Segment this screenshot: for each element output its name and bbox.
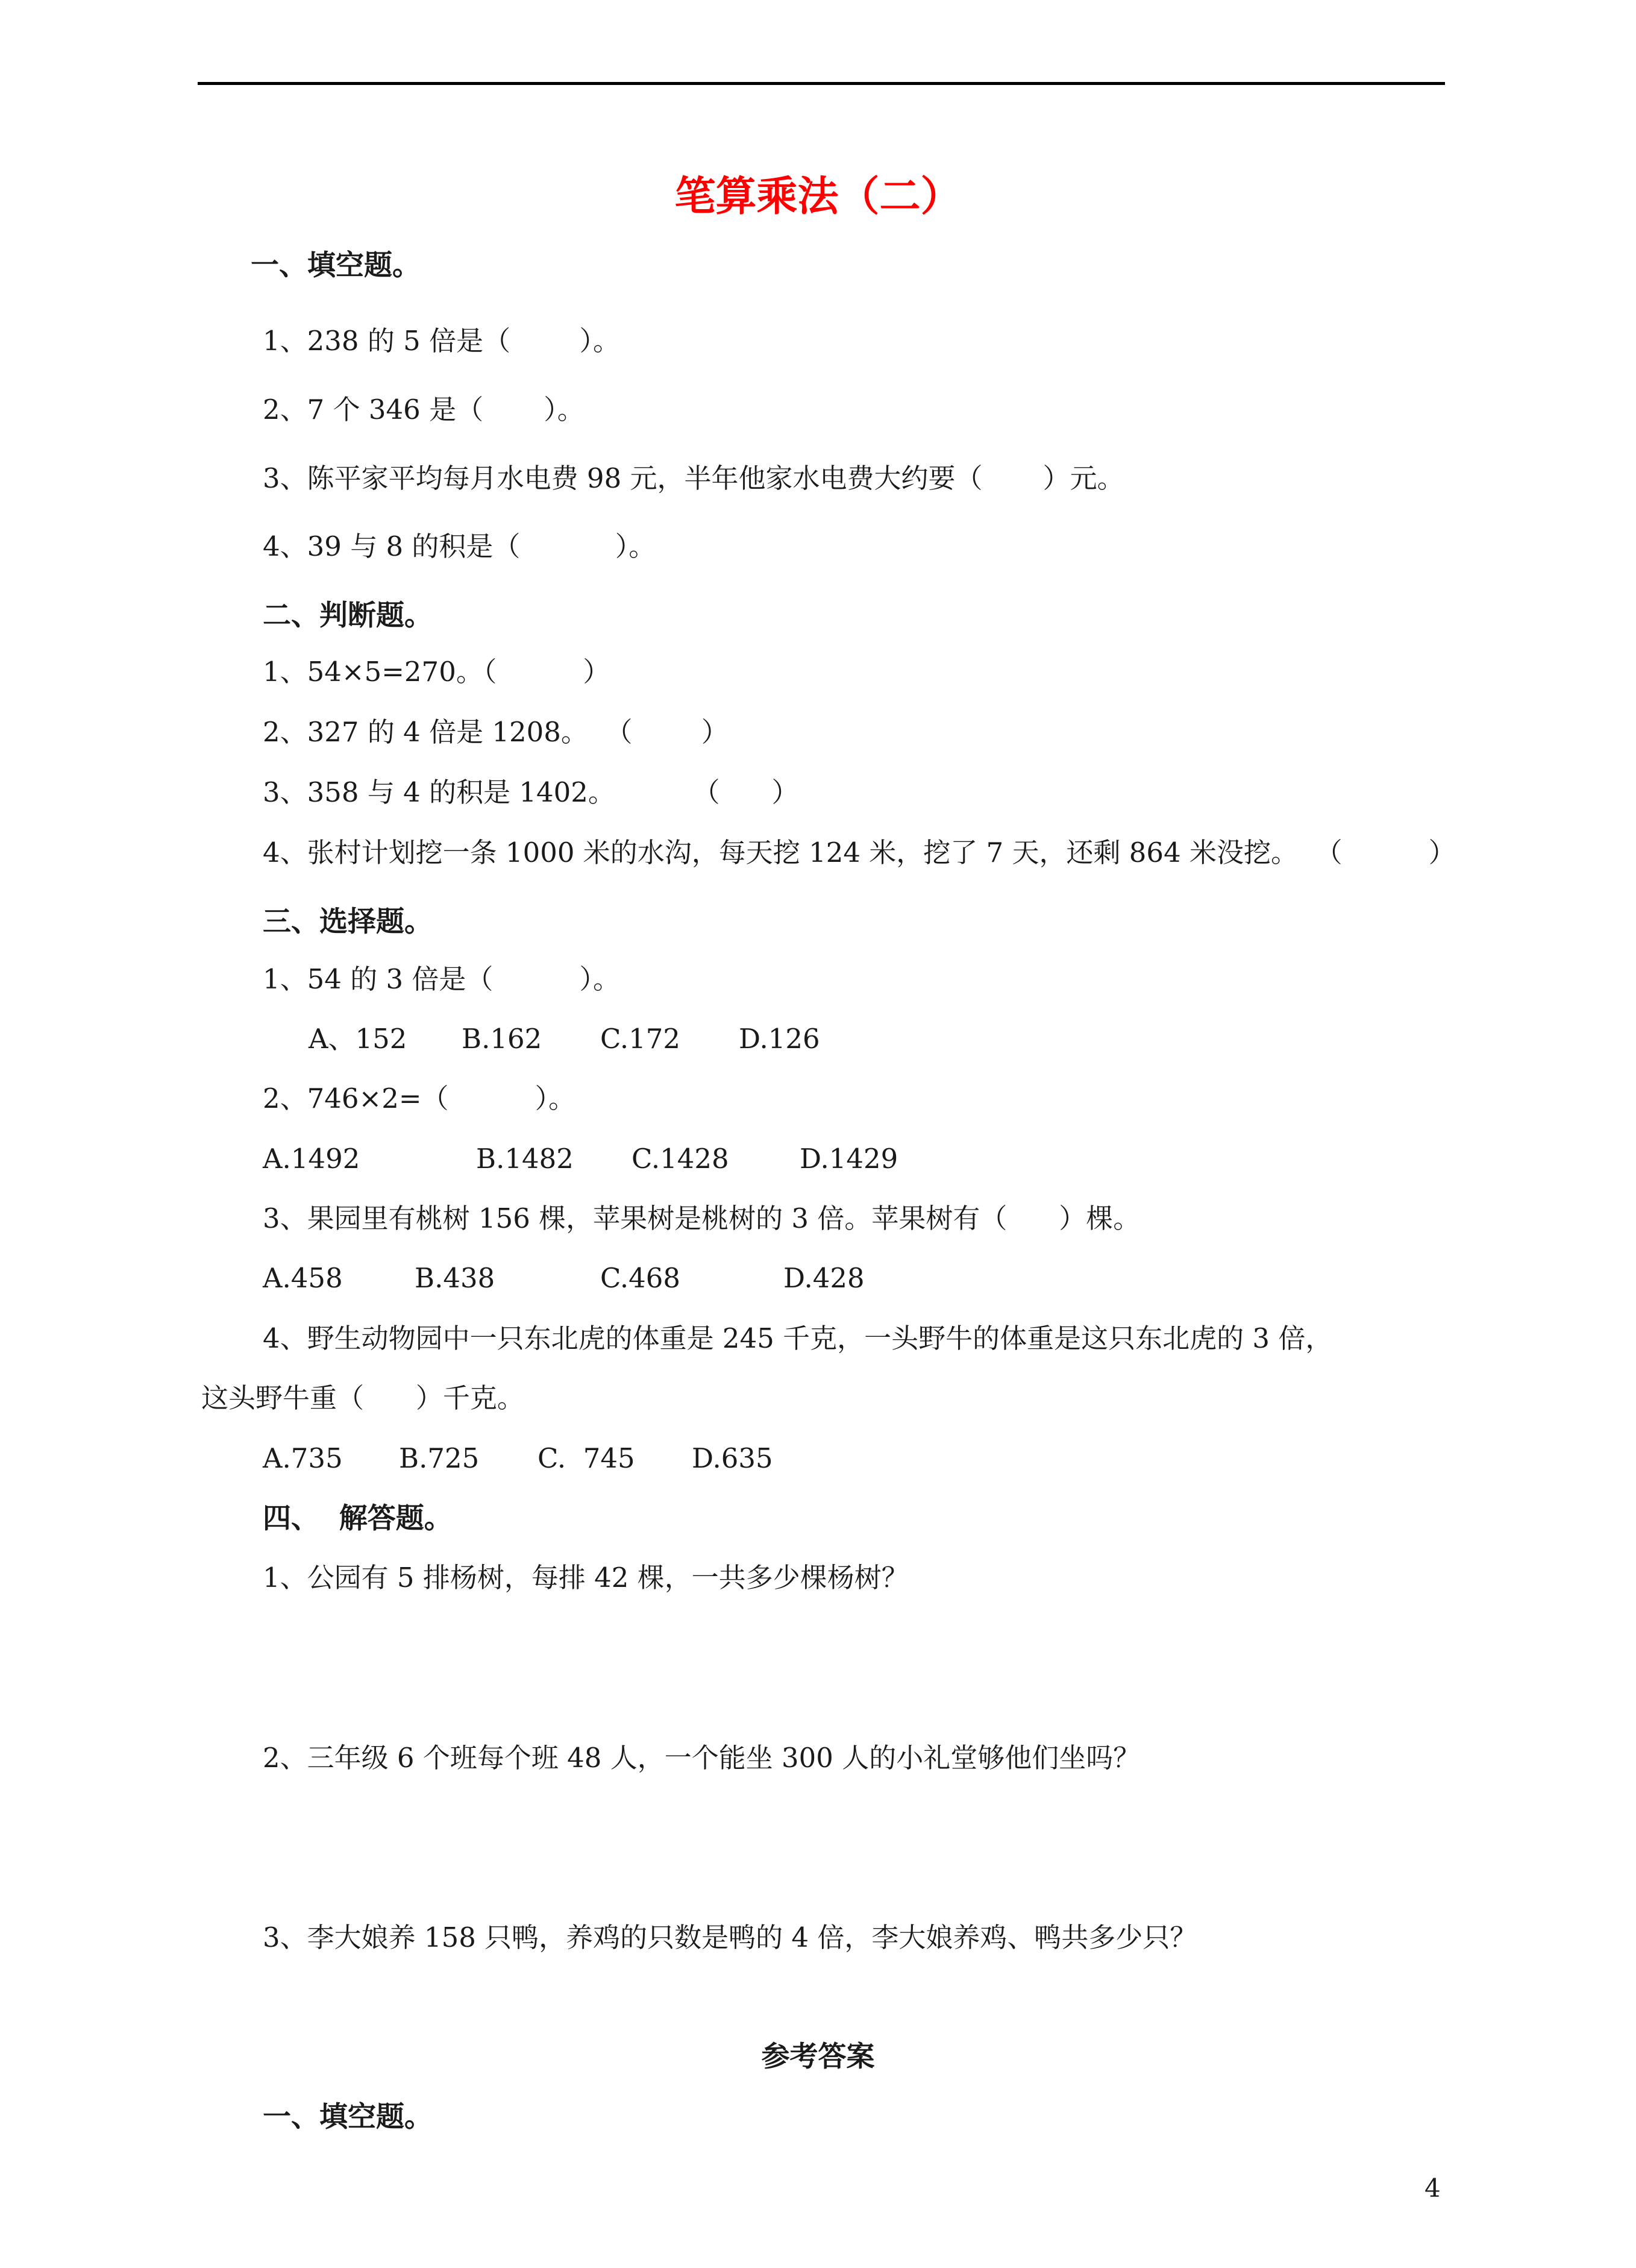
choice-3-option-c: C.468 (600, 1262, 681, 1294)
fill-question-1: 1、238 的 5 倍是（ ）。 (263, 325, 620, 357)
section-3-heading: 三、选择题。 (263, 905, 433, 938)
choice-1-option-c: C.172 (600, 1023, 681, 1055)
page-number: 4 (1424, 2173, 1441, 2203)
page-title: 笔算乘法（二） (674, 172, 962, 221)
answers-heading: 参考答案 (761, 2040, 875, 2073)
choice-1-option-d: D.126 (739, 1023, 820, 1055)
choice-question-3: 3、果园里有桃树 156 棵，苹果树是桃树的 3 倍。苹果树有（ ）棵。 (263, 1202, 1141, 1234)
fill-question-3: 3、陈平家平均每月水电费 98 元，半年他家水电费大约要（ ）元。 (263, 462, 1124, 494)
word-problem-2: 2、三年级 6 个班每个班 48 人，一个能坐 300 人的小礼堂够他们坐吗？ (263, 1742, 1141, 1774)
judge-question-1: 1、54×5=270。（ ） (263, 656, 610, 688)
choice-question-1: 1、54 的 3 倍是（ ）。 (263, 963, 620, 995)
choice-question-4-line-1: 4、野生动物园中一只东北虎的体重是 245 千克，一头野牛的体重是这只东北虎的 3 倍， (263, 1322, 1333, 1354)
judge-question-3: 3、358 与 4 的积是 1402。 （ ） (263, 776, 799, 808)
choice-4-option-c: C. 745 (537, 1442, 635, 1474)
answers-section-1-heading: 一、填空题。 (263, 2100, 433, 2134)
judge-question-2: 2、327 的 4 倍是 1208。 （ ） (263, 716, 729, 748)
choice-2-option-a: A.1492 (263, 1143, 360, 1175)
choice-4-option-b: B.725 (399, 1442, 480, 1474)
section-2-heading: 二、判断题。 (263, 599, 433, 632)
choice-question-4-line-2: 这头野牛重（ ）千克。 (201, 1382, 524, 1414)
choice-3-option-d: D.428 (783, 1262, 865, 1294)
fill-question-4: 4、39 与 8 的积是（ ）。 (263, 530, 656, 562)
choice-2-option-c: C.1428 (632, 1143, 729, 1175)
choice-3-option-b: B.438 (415, 1262, 495, 1294)
choice-question-2: 2、746×2=（ ）。 (263, 1082, 576, 1114)
section-1-heading: 一、填空题。 (251, 249, 421, 282)
choice-3-option-a: A.458 (263, 1262, 343, 1294)
section-4-heading: 四、 解答题。 (263, 1502, 453, 1535)
word-problem-1: 1、公园有 5 排杨树，每排 42 棵，一共多少棵杨树？ (263, 1562, 909, 1594)
judge-question-4: 4、张村计划挖一条 1000 米的水沟，每天挖 124 米，挖了 7 天，还剩 864 米没挖。 （ ） (263, 837, 1456, 869)
choice-1-option-a: A、152 (309, 1023, 407, 1055)
fill-question-2: 2、7 个 346 是（ ）。 (263, 394, 585, 426)
choice-1-option-b: B.162 (462, 1023, 542, 1055)
word-problem-3: 3、李大娘养 158 只鸭，养鸡的只数是鸭的 4 倍，李大娘养鸡、鸭共多少只？ (263, 1921, 1197, 1953)
choice-2-option-d: D.1429 (800, 1143, 898, 1175)
choice-4-option-a: A.735 (263, 1442, 343, 1474)
choice-4-option-d: D.635 (692, 1442, 773, 1474)
choice-2-option-b: B.1482 (476, 1143, 574, 1175)
header-rule (198, 82, 1445, 85)
